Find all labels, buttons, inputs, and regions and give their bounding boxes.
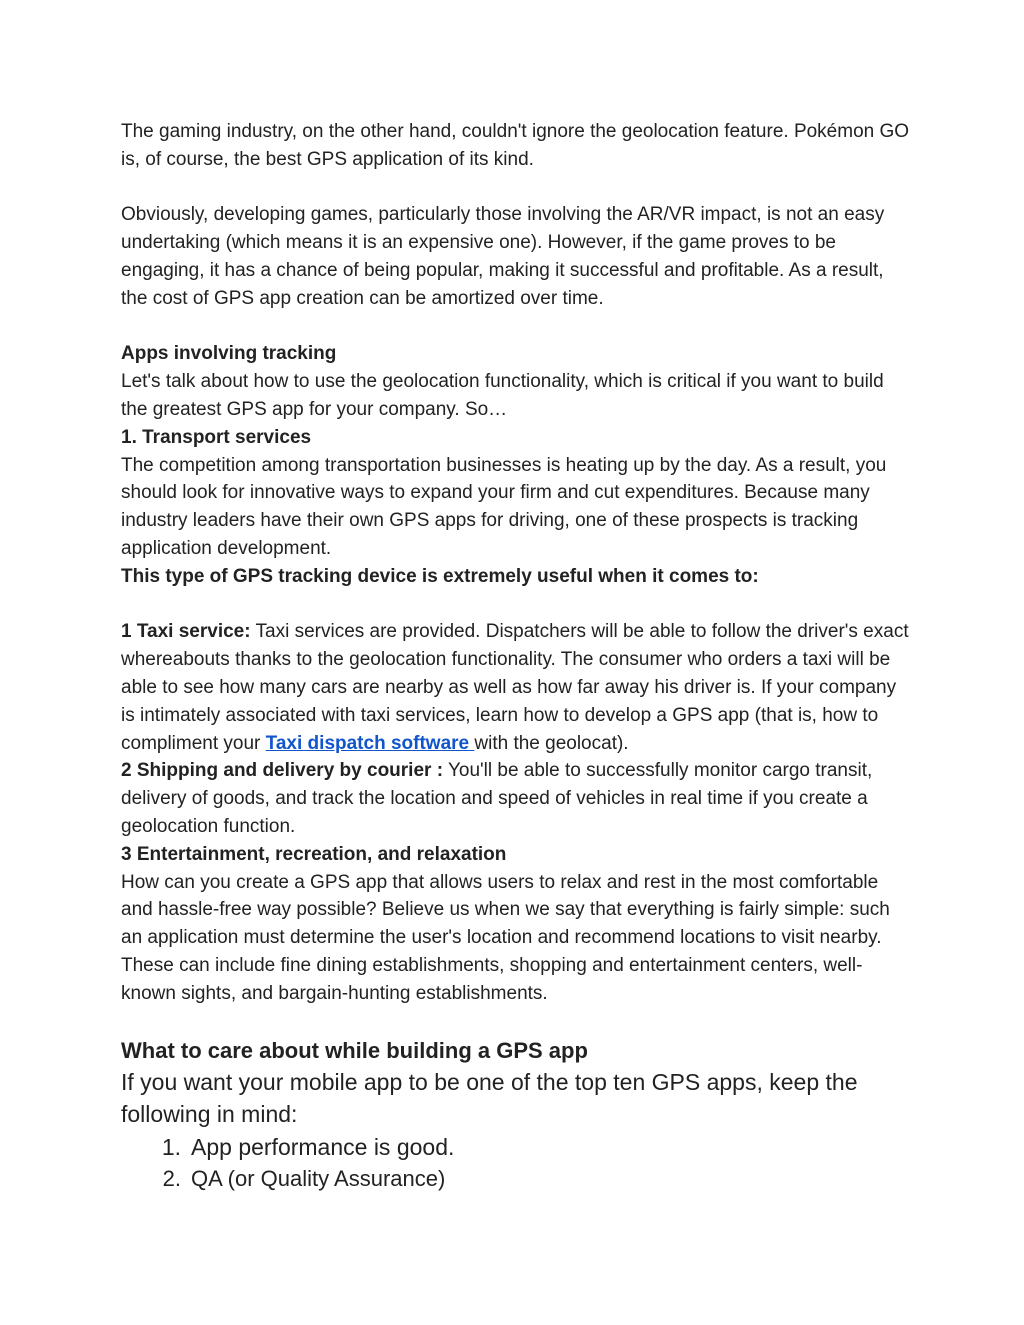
taxi-dispatch-link[interactable]: Taxi dispatch software [265, 732, 475, 754]
paragraph-gaming: The gaming industry, on the other hand, couldn't ignore the geolocation feature. Pokémon GO is, of course, the best GPS application of its kind. [121, 121, 910, 170]
tracking-heading: Apps involving tracking [121, 343, 337, 365]
useful-line: This type of GPS tracking device is extremely useful when it comes to: [121, 565, 759, 587]
section-heading: What to care about while building a GPS app [121, 1037, 588, 1063]
care-list [121, 1131, 911, 1196]
list-text: QA (or Quality Assurance) [191, 1166, 446, 1191]
shipping-item [121, 757, 911, 840]
list-text: App performance is good. [191, 1133, 455, 1160]
list-item [121, 1163, 911, 1196]
tracking-intro: Let's talk about how to use the geolocation functionality, which is critical if you want to build the greatest GPS app for your company. So… [121, 371, 884, 420]
section-intro: If you want your mobile app to be one of the top ten GPS apps, keep the following in mind: [121, 1068, 858, 1127]
paragraph-spacer [121, 174, 911, 202]
taxi-item [121, 618, 911, 757]
document-page [121, 118, 911, 1196]
taxi-label: 1 Taxi service: [121, 621, 251, 643]
transport-heading: 1. Transport services [121, 426, 312, 448]
section-care [121, 1036, 911, 1196]
transport-body: The competition among transportation businesses is heating up by the day. As a result, you should look for innovative ways to expand your firm and cut expenditures. Because many industry leaders have their own GPS apps for driving, one of these prospects is tracking application development. [121, 454, 887, 559]
list-number: 1. [161, 1133, 181, 1160]
taxi-text: Taxi services are provided. Dispatchers will be able to follow the driver's exact whereabouts thanks to the geolocation functionality. The consumer who orders a taxi will be able to see how many cars are nearby as well as how far away his driver is. If your company is intimately associated with taxi services, learn how to develop a GPS app (that is, how to compliment your [121, 621, 909, 754]
entertainment-heading: 3 Entertainment, recreation, and relaxation [121, 843, 507, 865]
entertainment-body: How can you create a GPS app that allows users to relax and rest in the most comfortable and hassle-free way possible? Believe us when we say that everything is fairly simple: such an application must determine the user's location and recommend locations to visit nearby. These can include fine dining establishments, shopping and entertainment centers, well-known sights, and bargain-hunting establishments. [121, 871, 890, 1004]
list-number: 2. [162, 1166, 181, 1191]
paragraph-spacer [121, 591, 911, 619]
paragraph-spacer [121, 313, 911, 341]
list-item [121, 1131, 911, 1164]
taxi-text-end: with the geolocat). [474, 732, 629, 754]
paragraph-games-cost: Obviously, developing games, particularly those involving the AR/VR impact, is not an easy undertaking (which means it is an expensive one). However, if the game proves to be engaging, it has a chance of being popular, making it successful and profitable. As a result, the cost of GPS app creation can be amortized over time. [121, 204, 885, 309]
shipping-label: 2 Shipping and delivery by courier : [121, 760, 444, 782]
shipping-text: You'll be able to successfully monitor cargo transit, delivery of goods, and track the location and speed of vehicles in real time if you create a geolocation function. [121, 760, 873, 837]
